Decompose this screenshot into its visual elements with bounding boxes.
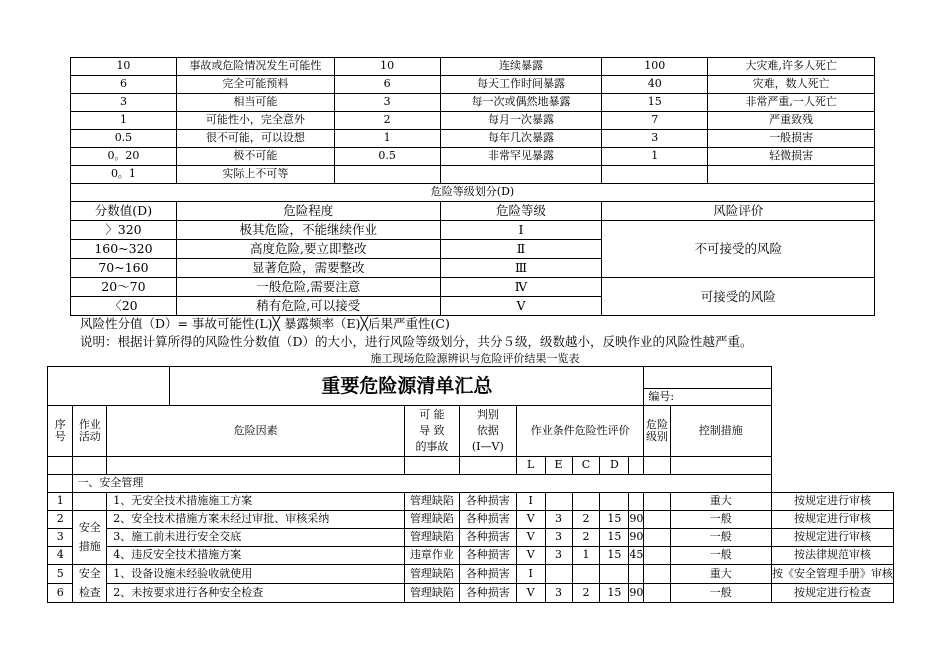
row-level: 一般 (670, 547, 772, 565)
row-basis: I (516, 493, 545, 511)
row-level: 一般 (670, 584, 772, 603)
row-cause: 管理缺陷 (405, 584, 460, 603)
row-factor: 2、未按要求进行各种安全检查 (107, 584, 405, 603)
likelihood-desc: 事故或危险情况发生可能性 (176, 58, 334, 76)
exposure-score (334, 166, 440, 184)
severity-desc: 大灾难,许多人死亡 (708, 58, 875, 76)
severity-score: 40 (602, 76, 708, 94)
severity-score: 3 (602, 130, 708, 148)
grade-score: 70~160 (71, 259, 177, 278)
table-row (48, 565, 894, 584)
row-basis: V (516, 511, 545, 529)
row-cause: 管理缺陷 (405, 511, 460, 529)
row-E: 1 (572, 547, 600, 565)
likelihood-desc: 可能性小，完全意外 (176, 112, 334, 130)
table-row (48, 584, 894, 603)
exposure-score: 1 (334, 130, 440, 148)
row-measure: 按规定进行检查 (772, 584, 894, 603)
exposure-desc: 每一次或偶然地暴露 (440, 94, 602, 112)
row-D: 90 (629, 529, 644, 547)
row-basis: I (516, 565, 545, 584)
row-basis: V (516, 529, 545, 547)
row-C: 15 (600, 511, 629, 529)
exposure-desc: 连续暴露 (440, 58, 602, 76)
row-measure: 按规定进行审核 (772, 493, 894, 511)
header-seq: 序 号 (48, 406, 73, 457)
row-D (629, 565, 644, 584)
row-factor: 1、设备设施未经验收就使用 (107, 565, 405, 584)
row-level: 重大 (670, 565, 772, 584)
severity-desc: 非常严重,一人死亡 (708, 94, 875, 112)
blank-cell (644, 511, 670, 529)
likelihood-score: 6 (71, 76, 177, 94)
activity-group: 安全 检查 (73, 565, 107, 603)
likelihood-score: 0。20 (71, 148, 177, 166)
likelihood-score: 1 (71, 112, 177, 130)
likelihood-desc: 相当可能 (176, 94, 334, 112)
exposure-desc: 非常罕见暴露 (440, 148, 602, 166)
row-L (545, 493, 572, 511)
row-measure: 按规定进行审核 (772, 511, 894, 529)
grade-level: Ⅱ (440, 240, 602, 259)
likelihood-desc: 实际上不可等 (176, 166, 334, 184)
header-level: 危险 级别 (644, 406, 670, 457)
row-seq: 1 (48, 493, 73, 511)
row-C: 15 (600, 529, 629, 547)
row-E (572, 565, 600, 584)
row-level: 一般 (670, 529, 772, 547)
table-caption: 施工现场危险源辨识与危险评价结果一览表 (370, 352, 580, 365)
eval-acceptable: 可接受的风险 (602, 278, 875, 316)
header-blank-right (644, 367, 772, 389)
lec-reference-table (70, 57, 875, 316)
severity-score: 1 (602, 148, 708, 166)
row-accident: 各种损害 (459, 511, 516, 529)
explain-note: 说明：根据计算所得的风险性分数值（D）的大小，进行风险等级划分，共分５级，级数越小，反映作业的风险性越严重。 (80, 334, 753, 349)
row-seq: 4 (48, 547, 73, 565)
row-D: 45 (629, 547, 644, 565)
row-measure: 按《安全管理手册》审核 (772, 565, 894, 584)
eval-unacceptable: 不可接受的风险 (602, 221, 875, 278)
blank-cell (107, 457, 405, 475)
reference-row (71, 166, 875, 184)
row-level: 一般 (670, 511, 772, 529)
blank-cell (405, 457, 460, 475)
grade-degree: 稍有危险,可以接受 (176, 297, 440, 316)
severity-desc: 严重致残 (708, 112, 875, 130)
exposure-score: 6 (334, 76, 440, 94)
row-factor: 4、违反安全技术措施方案 (107, 547, 405, 565)
row-accident: 各种损害 (459, 529, 516, 547)
activity-group: 安全 措施 (73, 511, 107, 565)
reference-row (71, 130, 875, 148)
row-L: 3 (545, 584, 572, 603)
header-measure: 控制措施 (670, 406, 772, 457)
exposure-score: 2 (334, 112, 440, 130)
grade-degree: 极其危险，不能继续作业 (176, 221, 440, 240)
likelihood-desc: 极不可能 (176, 148, 334, 166)
row-D: 90 (629, 511, 644, 529)
exposure-desc: 每天工作时间暴露 (440, 76, 602, 94)
severity-desc: 轻微损害 (708, 148, 875, 166)
reference-row (71, 112, 875, 130)
exposure-desc: 每年几次暴露 (440, 130, 602, 148)
row-seq: 5 (48, 565, 73, 584)
blank-cell (459, 457, 516, 475)
severity-score: 7 (602, 112, 708, 130)
header-factor: 危险因素 (107, 406, 405, 457)
row-E (572, 493, 600, 511)
likelihood-score: 3 (71, 94, 177, 112)
header-L: L (516, 457, 545, 475)
table-row (48, 529, 894, 547)
blank-cell (48, 457, 73, 475)
header-E: E (545, 457, 572, 475)
header-eval: 作业条件危险性评价 (516, 406, 644, 457)
grade-header-level: 危险等级 (440, 202, 602, 221)
likelihood-desc: 完全可能预料 (176, 76, 334, 94)
severity-score: 100 (602, 58, 708, 76)
row-seq: 3 (48, 529, 73, 547)
likelihood-score: 0.5 (71, 130, 177, 148)
likelihood-desc: 很不可能，可以设想 (176, 130, 334, 148)
grade-level: Ⅳ (440, 278, 602, 297)
row-E: 2 (572, 584, 600, 603)
row-C: 15 (600, 584, 629, 603)
blank-cell (644, 547, 670, 565)
row-seq: 6 (48, 584, 73, 603)
row-C: 15 (600, 547, 629, 565)
grade-header-score: 分数值(D) (71, 202, 177, 221)
blank-cell (48, 475, 73, 493)
exposure-desc (440, 166, 602, 184)
header-accident: 可 能 导 致 的事故 (405, 406, 460, 457)
blank-cell (644, 584, 670, 603)
row-L (545, 565, 572, 584)
row-basis: V (516, 584, 545, 603)
row-C (600, 565, 629, 584)
row-L: 3 (545, 547, 572, 565)
section-label: 一、安全管理 (73, 475, 772, 493)
grade-header-degree: 危险程度 (176, 202, 440, 221)
reference-row (71, 58, 875, 76)
table-row (48, 511, 894, 529)
row-accident: 各种损害 (459, 547, 516, 565)
exposure-score: 3 (334, 94, 440, 112)
row-L: 3 (545, 511, 572, 529)
likelihood-score: 0。1 (71, 166, 177, 184)
row-factor: 3、施工前未进行安全交底 (107, 529, 405, 547)
grade-score: 〉320 (71, 221, 177, 240)
grade-level: Ⅴ (440, 297, 602, 316)
grade-degree: 高度危险,要立即整改 (176, 240, 440, 259)
row-accident: 各种损害 (459, 584, 516, 603)
row-factor: 1、无安全技术措施施工方案 (107, 493, 405, 511)
severity-score (602, 166, 708, 184)
likelihood-score: 10 (71, 58, 177, 76)
row-accident: 各种损害 (459, 493, 516, 511)
blank-cell (73, 457, 107, 475)
row-accident: 各种损害 (459, 565, 516, 584)
blank-cell (644, 457, 670, 475)
header-blank (48, 367, 170, 406)
blank-cell (644, 565, 670, 584)
row-D (629, 493, 644, 511)
table-row (48, 547, 894, 565)
header-activity: 作业 活动 (73, 406, 107, 457)
row-cause: 管理缺陷 (405, 529, 460, 547)
row-measure: 按规定进行审核 (772, 529, 894, 547)
hazard-list-table (47, 366, 894, 603)
row-C (600, 493, 629, 511)
grade-title: 危险等级划分(D) (71, 184, 875, 202)
exposure-score: 0.5 (334, 148, 440, 166)
exposure-score: 10 (334, 58, 440, 76)
blank-cell (644, 493, 670, 511)
row-E: 2 (572, 511, 600, 529)
reference-row (71, 94, 875, 112)
row-basis: V (516, 547, 545, 565)
table-row (48, 493, 894, 511)
row-level: 重大 (670, 493, 772, 511)
grade-score: 160~320 (71, 240, 177, 259)
severity-desc: 灾难，数人死亡 (708, 76, 875, 94)
grade-level: Ⅰ (440, 221, 602, 240)
row-D: 90 (629, 584, 644, 603)
formula-note: 风险性分值（D）= 事故可能性(L)╳ 暴露频率（E)╳后果严重性(C) (80, 316, 450, 331)
row-E: 2 (572, 529, 600, 547)
grade-degree: 显著危险，需要整改 (176, 259, 440, 278)
row-seq: 2 (48, 511, 73, 529)
severity-desc (708, 166, 875, 184)
grade-score: 〈20 (71, 297, 177, 316)
row-L: 3 (545, 529, 572, 547)
blank-cell (629, 457, 644, 475)
activity-blank (73, 493, 107, 511)
grade-level: Ⅲ (440, 259, 602, 278)
row-cause: 违章作业 (405, 547, 460, 565)
row-cause: 管理缺陷 (405, 493, 460, 511)
reference-row (71, 76, 875, 94)
severity-desc: 一般损害 (708, 130, 875, 148)
grade-degree: 一般危险,需要注意 (176, 278, 440, 297)
reference-row (71, 148, 875, 166)
grade-header-eval: 风险评价 (602, 202, 875, 221)
page-title: 重要危险源清单汇总 (170, 367, 644, 406)
header-basis: 判别 依据 (Ⅰ—Ⅴ) (459, 406, 516, 457)
header-D: D (600, 457, 629, 475)
blank-cell (644, 529, 670, 547)
row-factor: 2、安全技术措施方案未经过审批、审核采纳 (107, 511, 405, 529)
grade-score: 20～70 (71, 278, 177, 297)
row-cause: 管理缺陷 (405, 565, 460, 584)
header-C: C (572, 457, 600, 475)
row-measure: 按法律规范审核 (772, 547, 894, 565)
exposure-desc: 每月一次暴露 (440, 112, 602, 130)
blank-cell (670, 457, 772, 475)
severity-score: 15 (602, 94, 708, 112)
code-label: 编号: (644, 388, 772, 405)
